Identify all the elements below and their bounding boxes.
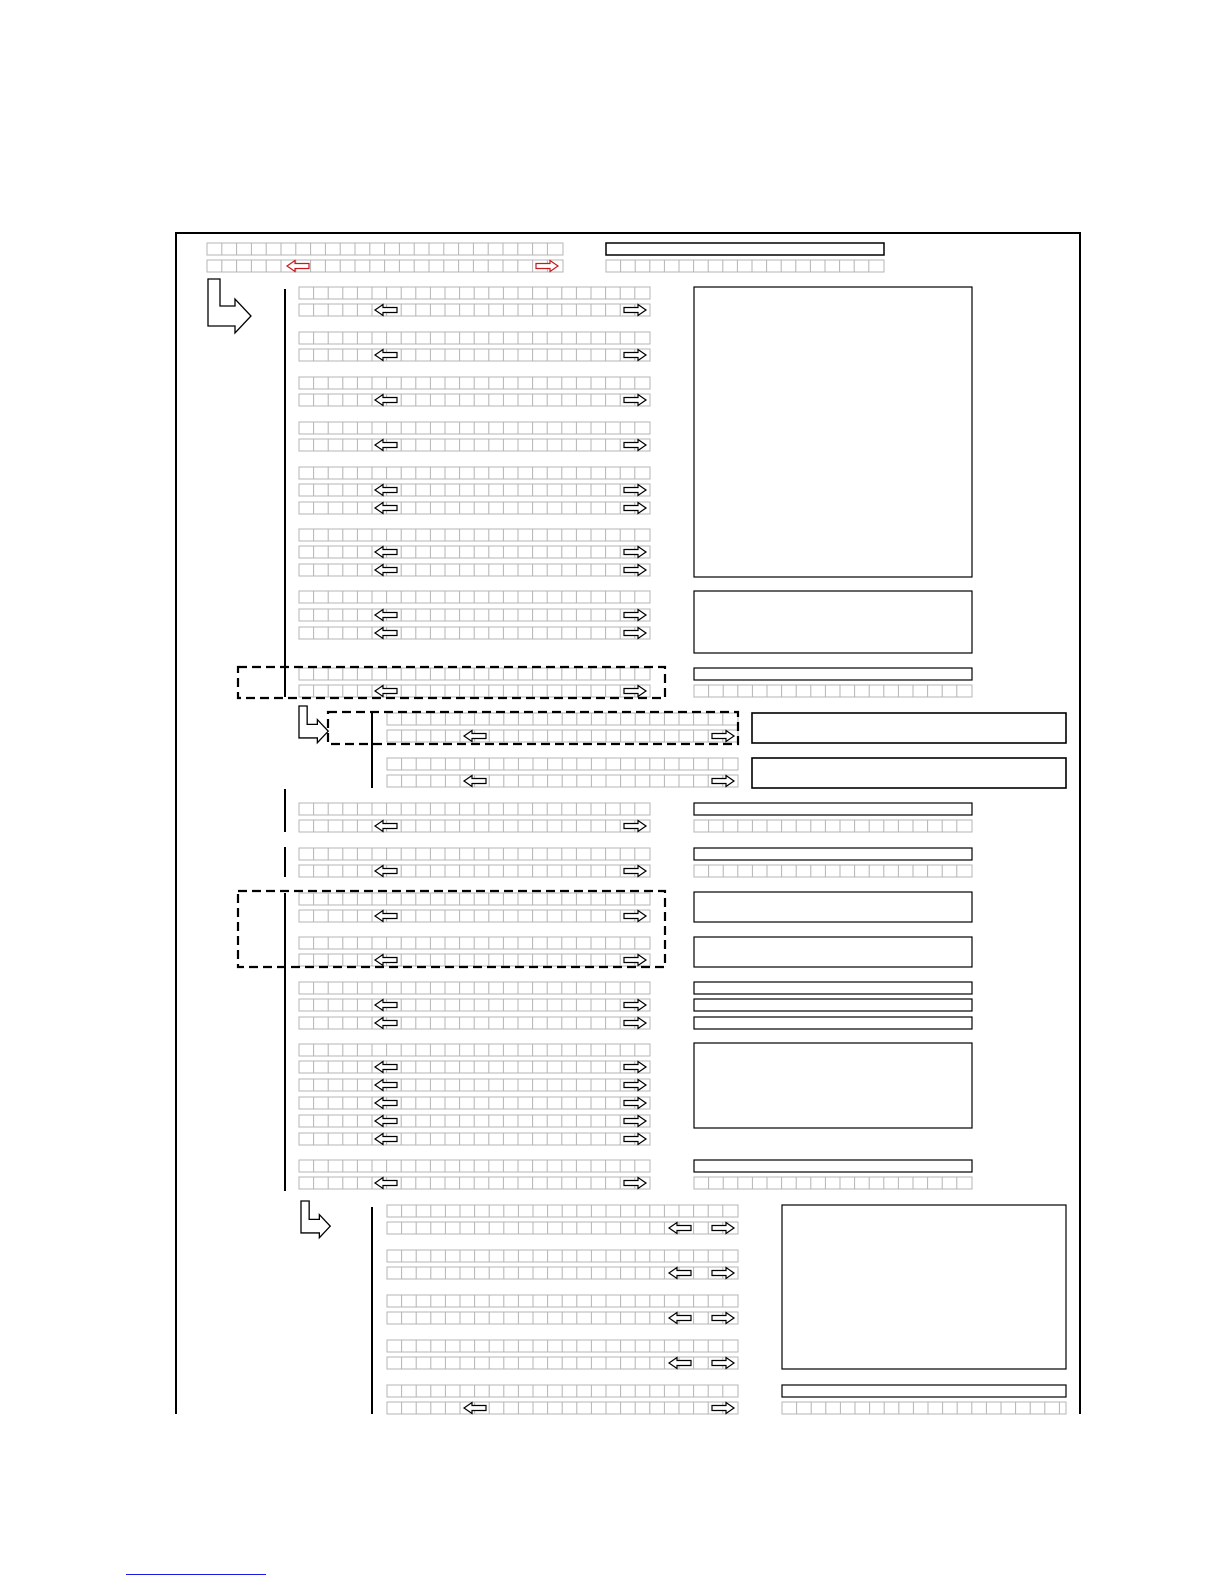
left-arrow-icon xyxy=(375,1178,397,1189)
field-row xyxy=(299,1177,650,1189)
text-box xyxy=(694,1160,972,1172)
text-box xyxy=(694,999,972,1011)
field-row xyxy=(299,332,650,344)
footer-link-underline[interactable] xyxy=(126,1574,266,1575)
left-arrow-icon xyxy=(669,1223,691,1234)
field-row xyxy=(299,865,650,877)
field-row xyxy=(299,627,650,639)
field-row xyxy=(782,1402,1066,1414)
text-box xyxy=(694,1017,972,1029)
text-box xyxy=(752,713,1066,743)
left-arrow-icon xyxy=(375,610,397,621)
field-row xyxy=(299,439,650,451)
field-row xyxy=(387,1385,738,1397)
left-arrow-icon xyxy=(375,866,397,877)
field-row xyxy=(207,260,563,272)
field-row xyxy=(387,713,738,725)
left-arrow-icon xyxy=(375,547,397,558)
left-arrow-icon xyxy=(375,1080,397,1091)
field-row xyxy=(299,502,650,514)
field-row xyxy=(299,685,650,697)
text-box xyxy=(782,1205,1066,1369)
field-row xyxy=(299,1097,650,1109)
field-row xyxy=(387,1250,738,1262)
text-box xyxy=(694,982,972,994)
field-row xyxy=(299,467,650,479)
field-row xyxy=(299,820,650,832)
field-row xyxy=(299,546,650,558)
left-arrow-icon xyxy=(375,1116,397,1127)
field-row xyxy=(387,1340,738,1352)
text-box xyxy=(694,1043,972,1128)
left-arrow-icon xyxy=(375,628,397,639)
field-row xyxy=(299,1160,650,1172)
field-row xyxy=(299,484,650,496)
left-arrow-icon xyxy=(375,503,397,514)
field-row xyxy=(387,1295,738,1307)
field-row xyxy=(299,377,650,389)
field-row xyxy=(299,1061,650,1073)
text-box xyxy=(694,668,972,680)
left-arrow-icon xyxy=(287,261,309,272)
field-row xyxy=(299,1115,650,1127)
field-row xyxy=(299,668,650,680)
dashed-group-box xyxy=(238,891,665,967)
field-row xyxy=(299,848,650,860)
field-row xyxy=(299,422,650,434)
left-arrow-icon xyxy=(375,1134,397,1145)
field-row xyxy=(299,591,650,603)
field-row xyxy=(299,803,650,815)
text-box xyxy=(782,1385,1066,1397)
field-row xyxy=(299,529,650,541)
left-arrow-icon xyxy=(375,686,397,697)
field-row xyxy=(299,564,650,576)
field-row xyxy=(299,1079,650,1091)
field-row xyxy=(299,910,650,922)
left-arrow-icon xyxy=(375,440,397,451)
field-row xyxy=(299,394,650,406)
text-box xyxy=(694,591,972,653)
field-row xyxy=(387,1402,738,1414)
field-row xyxy=(299,982,650,994)
field-row xyxy=(299,999,650,1011)
left-arrow-icon xyxy=(375,1098,397,1109)
field-row xyxy=(387,775,738,787)
field-row xyxy=(299,287,650,299)
branch-arrow-icon xyxy=(301,1201,330,1238)
text-box xyxy=(694,848,972,860)
field-row xyxy=(299,937,650,949)
text-box xyxy=(694,892,972,922)
text-box xyxy=(694,287,972,577)
field-row xyxy=(694,685,972,697)
branch-arrow-icon xyxy=(208,279,251,333)
left-arrow-icon xyxy=(375,1018,397,1029)
left-arrow-icon xyxy=(375,565,397,576)
left-arrow-icon xyxy=(375,955,397,966)
field-row xyxy=(694,865,972,877)
field-row xyxy=(299,954,650,966)
left-arrow-icon xyxy=(669,1358,691,1369)
text-box xyxy=(694,937,972,967)
left-arrow-icon xyxy=(375,350,397,361)
field-row xyxy=(606,260,884,272)
left-arrow-icon xyxy=(375,821,397,832)
field-row xyxy=(299,349,650,361)
field-row xyxy=(299,609,650,621)
left-arrow-icon xyxy=(375,395,397,406)
left-arrow-icon xyxy=(375,1062,397,1073)
left-arrow-icon xyxy=(375,911,397,922)
field-row xyxy=(694,1177,972,1189)
field-row xyxy=(387,730,738,742)
dashed-group-box xyxy=(238,667,665,698)
left-arrow-icon xyxy=(669,1313,691,1324)
field-row xyxy=(387,758,738,770)
field-row xyxy=(299,1017,650,1029)
left-arrow-icon xyxy=(375,1000,397,1011)
left-arrow-icon xyxy=(375,485,397,496)
branch-arrow-icon xyxy=(299,706,328,743)
left-arrow-icon xyxy=(669,1268,691,1279)
field-row xyxy=(387,1205,738,1217)
field-row xyxy=(299,304,650,316)
text-box xyxy=(694,803,972,815)
field-row xyxy=(299,1133,650,1145)
left-arrow-icon xyxy=(375,305,397,316)
text-box xyxy=(752,758,1066,788)
text-box xyxy=(606,243,884,255)
field-row xyxy=(299,1044,650,1056)
field-row xyxy=(299,893,650,905)
field-row xyxy=(207,243,563,255)
field-row xyxy=(694,820,972,832)
